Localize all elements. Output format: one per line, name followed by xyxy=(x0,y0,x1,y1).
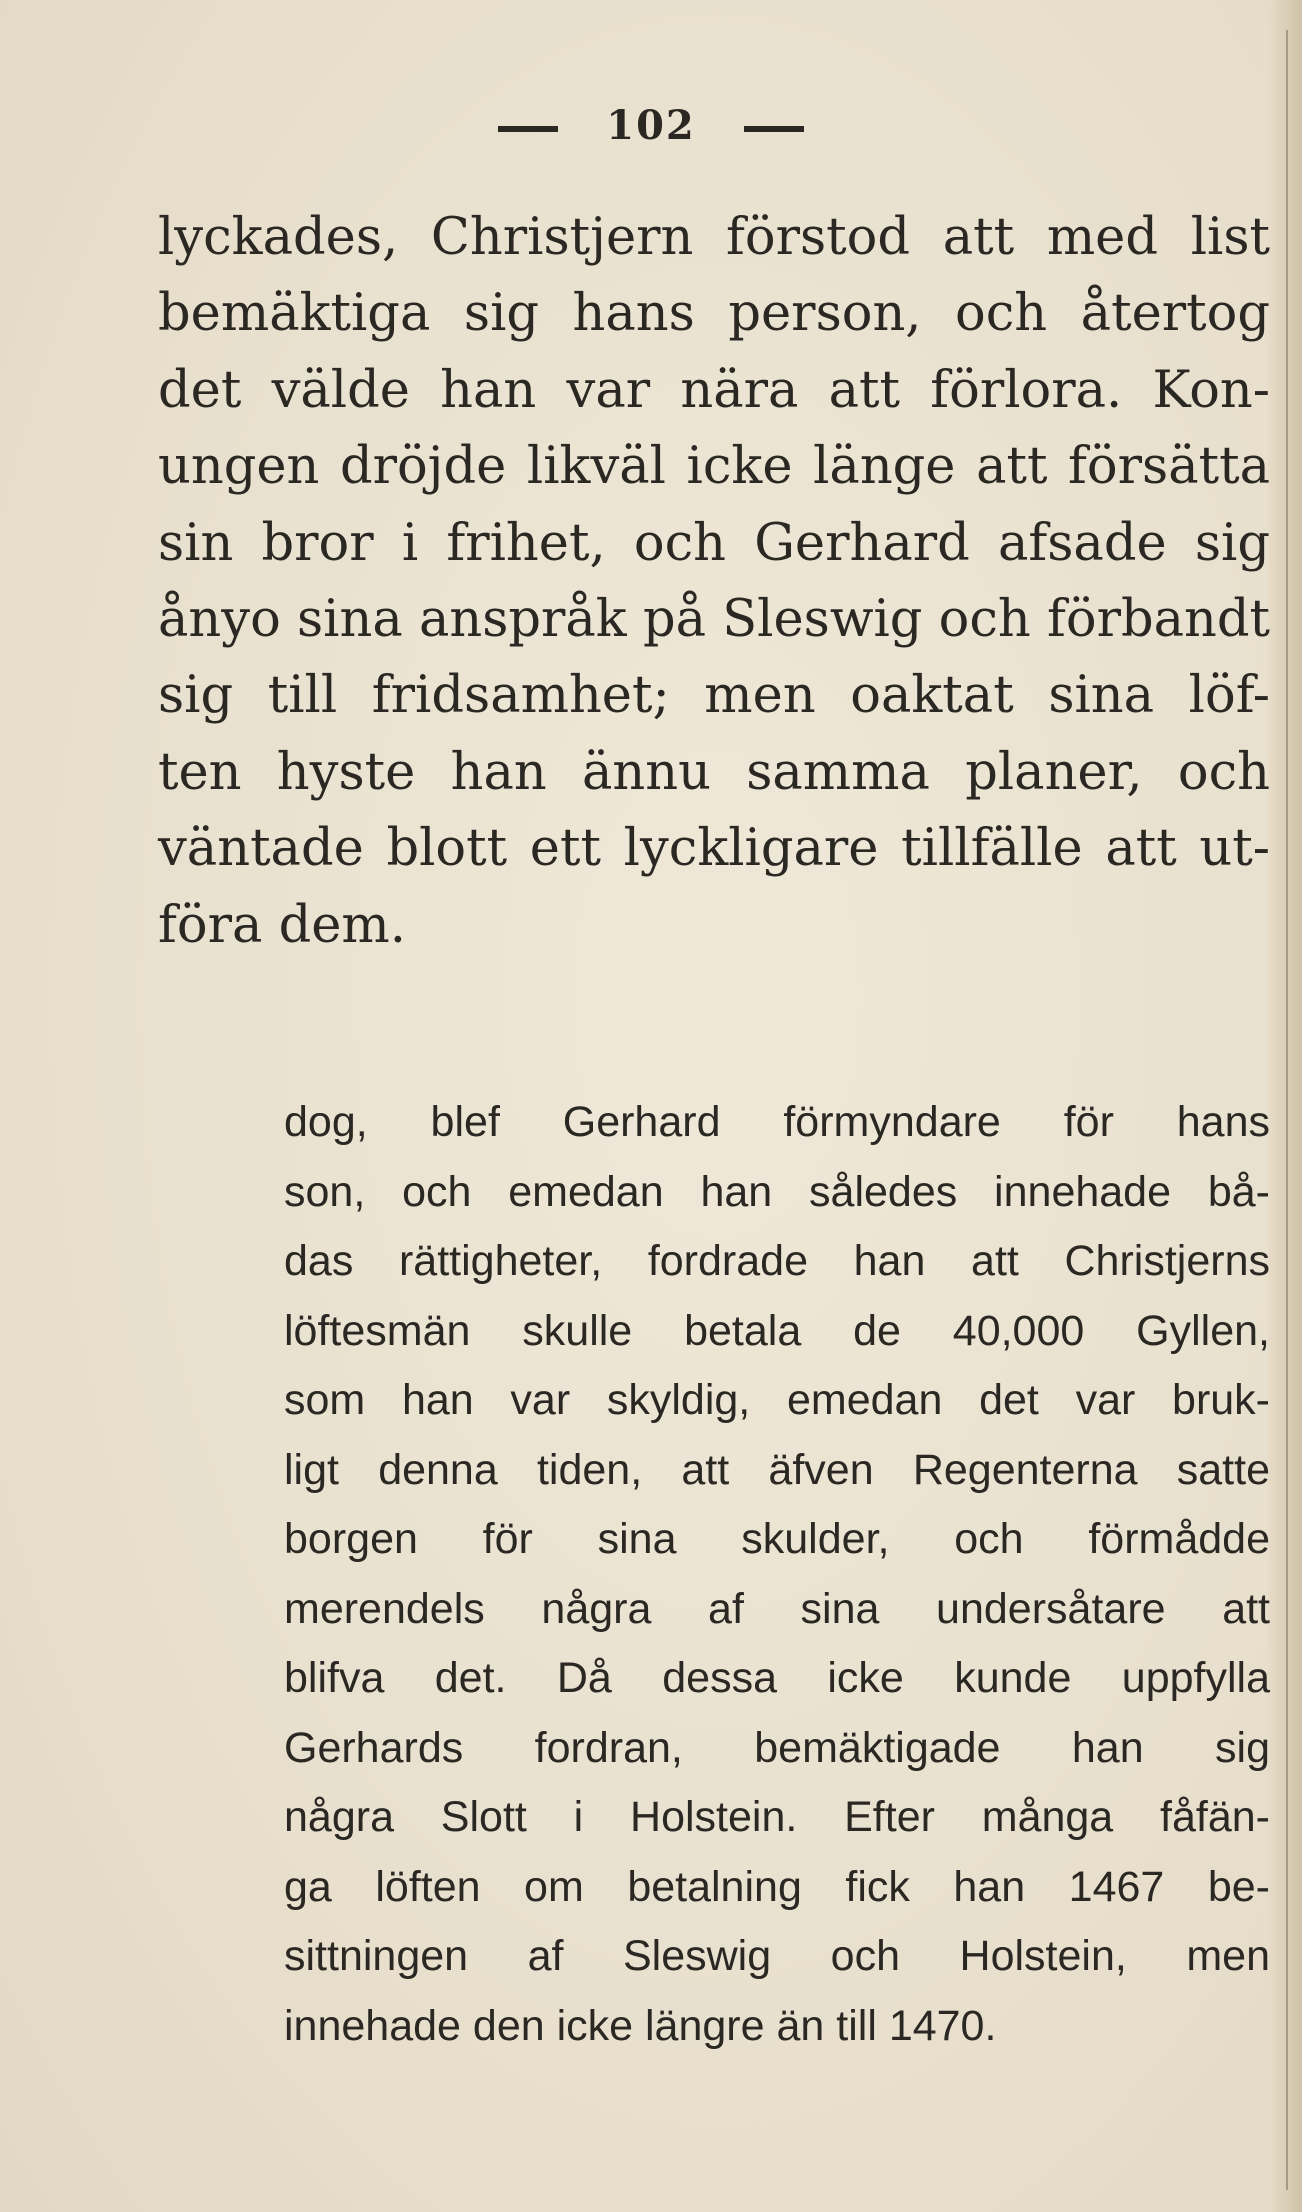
header-dash-left xyxy=(498,126,558,132)
text-line: föra dem. xyxy=(158,895,406,955)
page-number: 102 xyxy=(606,102,696,149)
text-line: lyckades, Christjern förstod att med list xyxy=(158,208,1270,267)
text-line: väntade blott ett lyckligare tillfälle att ut- xyxy=(158,819,1270,879)
lower-paragraph xyxy=(284,1088,1270,2061)
page-header xyxy=(0,102,1302,150)
text-line: det välde han var nära att förlora. Kon- xyxy=(158,360,1270,420)
text-line: sin bror i frihet, och Gerhard afsade sig xyxy=(158,513,1270,573)
header-dash-right xyxy=(744,126,804,132)
page-edge-line xyxy=(1286,30,1288,2190)
text-line: bemäktiga sig hans person, och återtog xyxy=(158,284,1270,344)
text-line: ånyo sina anspråk på Sleswig och förbandt xyxy=(158,590,1270,650)
text-line: das rättigheter, fordrade han att Christjerns xyxy=(284,1237,1270,1285)
text-line: sittningen af Sleswig och Holstein, men xyxy=(284,1932,1270,1980)
text-line: dog, blef Gerhard förmyndare för hans xyxy=(284,1098,1270,1146)
text-line: ungen dröjde likväl icke länge att försätta xyxy=(158,437,1270,497)
text-line: Gerhards fordran, bemäktigade han sig xyxy=(284,1723,1270,1772)
upper-paragraph xyxy=(158,200,1270,964)
text-line: blifva det. Då dessa icke kunde uppfylla xyxy=(284,1654,1270,1702)
text-line: ga löften om betalning fick han 1467 be- xyxy=(284,1862,1270,1911)
text-line: borgen för sina skulder, och förmådde xyxy=(284,1515,1270,1563)
text-line: merendels några af sina undersåtare att xyxy=(284,1584,1270,1633)
text-line: några Slott i Holstein. Efter många fåfän- xyxy=(284,1793,1270,1841)
text-line: innehade den icke längre än till 1470. xyxy=(284,2001,997,2050)
text-line: sig till fridsamhet; men oaktat sina löf- xyxy=(158,666,1270,726)
text-line: ten hyste han ännu samma planer, och xyxy=(158,742,1270,802)
text-line: ligt denna tiden, att äfven Regenterna satte xyxy=(284,1445,1270,1494)
page-edge xyxy=(1268,0,1302,2212)
text-line: son, och emedan han således innehade bå- xyxy=(284,1167,1270,1216)
text-line: löftesmän skulle betala de 40,000 Gyllen, xyxy=(284,1306,1270,1355)
text-line: som han var skyldig, emedan det var bruk- xyxy=(284,1376,1270,1424)
